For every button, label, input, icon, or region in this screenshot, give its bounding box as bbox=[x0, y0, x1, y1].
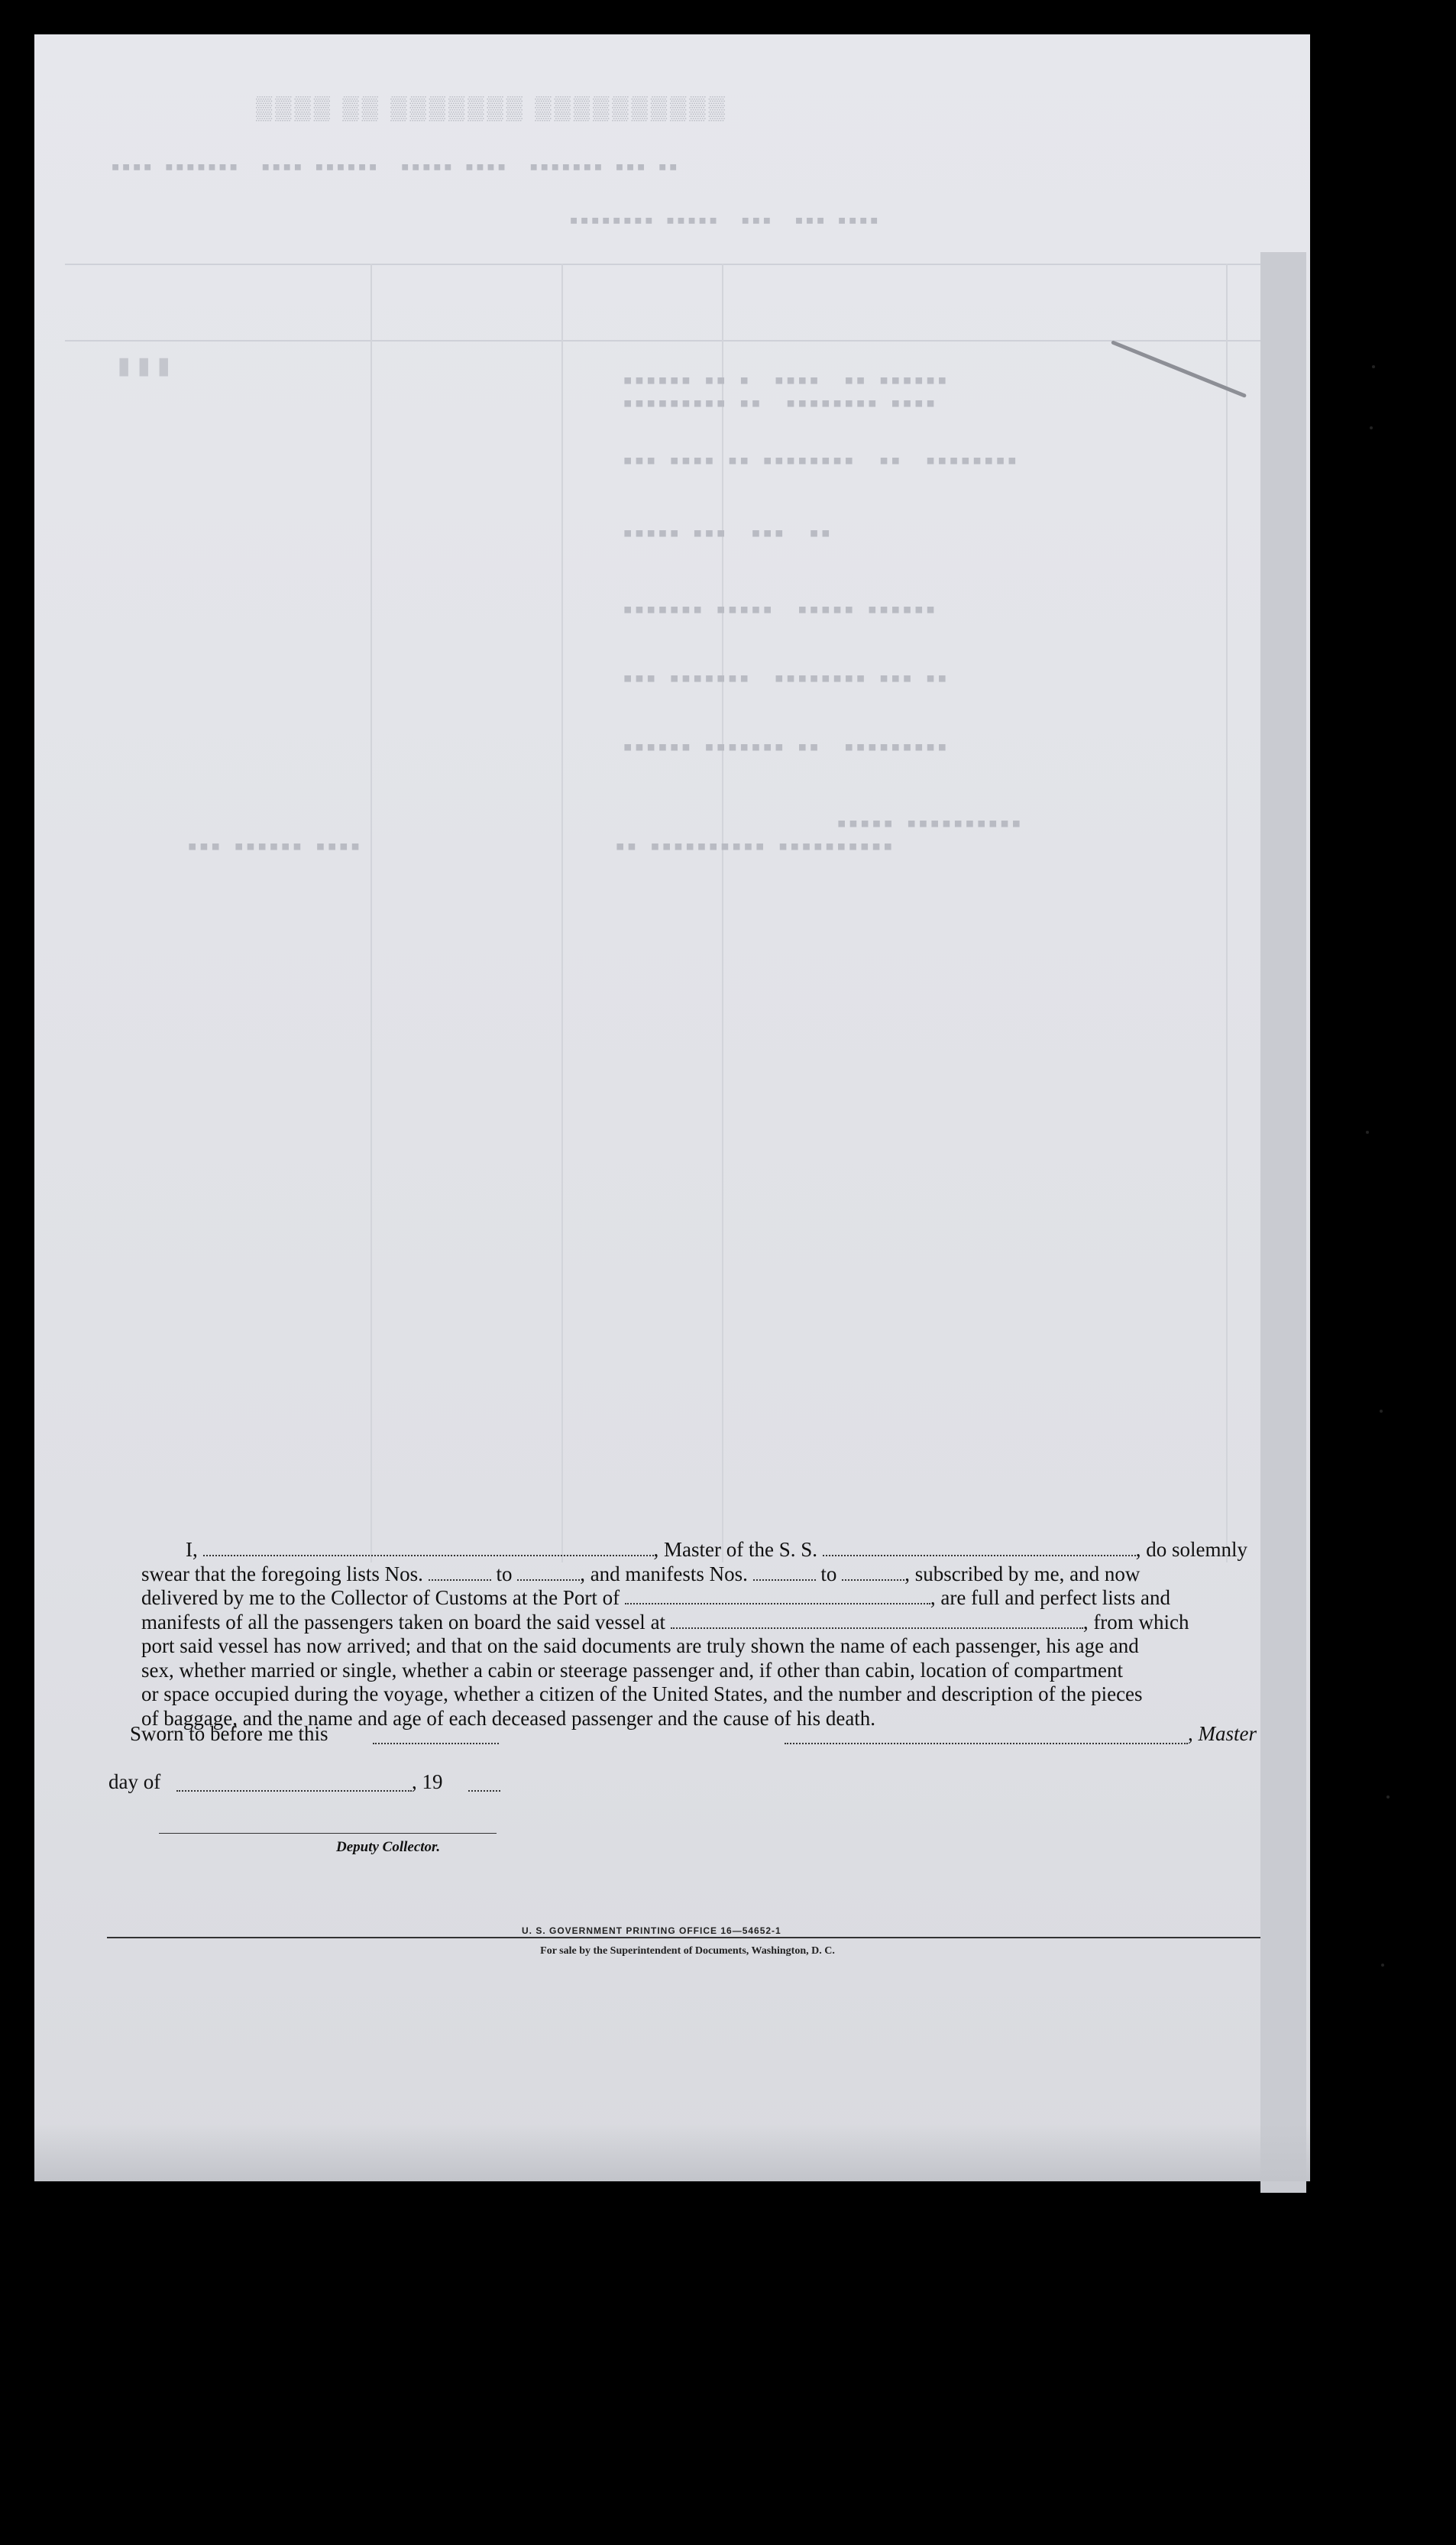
bleed-through-heading: ▒▒▒▒ ▒▒ ▒▒▒▒▒▒▒ ▒▒▒▒▒▒▒▒▒▒ bbox=[256, 96, 728, 121]
binder-hole bbox=[1322, 599, 1361, 639]
oath-text: I, bbox=[186, 1538, 198, 1561]
manifest-to-blank bbox=[842, 1564, 904, 1581]
list-from-blank bbox=[429, 1564, 491, 1581]
bleed-through-rule bbox=[65, 264, 1287, 265]
bleed-through-entry: ▪▪▪▪▪ ▪▪▪ ▪▪▪ ▪▪ bbox=[623, 523, 833, 542]
port-blank bbox=[625, 1588, 930, 1604]
list-to-blank bbox=[517, 1564, 580, 1581]
oath-text: to bbox=[820, 1562, 837, 1585]
oath-line-2 bbox=[141, 1562, 1300, 1587]
bleed-through-entry: ▪▪▪ ▪▪▪▪▪▪▪ ▪▪▪▪▪▪▪▪ ▪▪▪ ▪▪ bbox=[623, 669, 949, 688]
bleed-through-rule bbox=[65, 340, 1287, 342]
dust-speck bbox=[1386, 1795, 1390, 1799]
day-of-blank bbox=[176, 1789, 412, 1792]
oath-text: , subscribed by me, and now bbox=[904, 1562, 1141, 1585]
sworn-date-blank bbox=[373, 1741, 499, 1744]
binder-hole bbox=[1325, 731, 1365, 771]
dust-speck bbox=[1380, 1410, 1383, 1413]
sworn-label: Sworn to before me this bbox=[130, 1722, 328, 1745]
oath-line-6: sex, whether married or single, whether a cabin or steerage passenger and, if other than cabin, location of compartment bbox=[141, 1658, 1124, 1682]
binder-hole bbox=[1339, 1582, 1379, 1621]
document-sheet bbox=[34, 34, 1310, 2181]
bleed-through-entry: ▪▪▪▪▪▪ ▪▪▪▪▪▪▪ ▪▪ ▪▪▪▪▪▪▪▪▪ bbox=[623, 737, 949, 756]
oath-text: , and manifests Nos. bbox=[580, 1562, 748, 1585]
bleed-through-entry: ▪▪ ▪▪▪▪▪▪▪▪▪▪ ▪▪▪▪▪▪▪▪▪▪ bbox=[615, 837, 895, 856]
oath-text: swear that the foregoing lists Nos. bbox=[141, 1562, 423, 1585]
oath-line-3 bbox=[141, 1586, 1300, 1611]
ship-name-blank bbox=[823, 1540, 1136, 1556]
binder-hole bbox=[1339, 1961, 1379, 2000]
oath-line-4 bbox=[141, 1611, 1300, 1635]
bleed-through-entry: ▪▪▪▪▪▪ ▪▪ ▪ ▪▪▪▪ ▪▪ ▪▪▪▪▪▪ bbox=[623, 371, 949, 390]
bleed-through-column bbox=[561, 264, 563, 1562]
bleed-through-line: ▪▪▪▪ ▪▪▪▪▪▪▪ ▪▪▪▪ ▪▪▪▪▪▪ ▪▪▪▪▪ ▪▪▪▪ ▪▪▪▪▪▪▪ ▪▪▪ ▪▪ bbox=[111, 157, 680, 175]
bleed-through-column bbox=[1226, 264, 1228, 1562]
oath-text: , Master of the S. S. bbox=[653, 1538, 817, 1561]
oath-text: to bbox=[496, 1562, 513, 1585]
bleed-through-entry: ▪▪▪▪▪ ▪▪▪▪▪▪▪▪▪▪ bbox=[836, 814, 1023, 833]
dust-speck bbox=[1366, 1131, 1369, 1134]
binder-hole bbox=[1339, 2087, 1379, 2126]
binder-hole bbox=[1351, 1663, 1390, 1702]
oath-text: , from which bbox=[1082, 1610, 1189, 1634]
deputy-signature-line bbox=[159, 1831, 497, 1834]
bleed-through-entry: ▪▪▪▪▪▪▪ ▪▪▪▪▪ ▪▪▪▪▪ ▪▪▪▪▪▪ bbox=[623, 600, 937, 619]
bleed-through-column bbox=[370, 264, 372, 1562]
page-edge-shadow bbox=[1260, 252, 1306, 2193]
year-label: , 19 bbox=[412, 1770, 443, 1793]
manifest-from-blank bbox=[753, 1564, 816, 1581]
binder-hole bbox=[1322, 89, 1361, 128]
bleed-through-line: ▪▪▪▪▪▪▪▪ ▪▪▪▪▪ ▪▪▪ ▪▪▪ ▪▪▪▪ bbox=[569, 210, 881, 228]
oath-line-5: port said vessel has now arrived; and that on the said documents are truly shown the name of each passenger, his age and bbox=[141, 1634, 1139, 1657]
printing-office-imprint: U. S. GOVERNMENT PRINTING OFFICE 16—54652-1 bbox=[522, 1925, 781, 1936]
footer-rule bbox=[107, 1937, 1268, 1938]
oath-line-1 bbox=[141, 1538, 1300, 1562]
sale-notice: For sale by the Superintendent of Documents, Washington, D. C. bbox=[540, 1945, 835, 1957]
binder-hole bbox=[1331, 1453, 1371, 1493]
bleed-through-entry: ▪▪▪ ▪▪▪▪▪▪ ▪▪▪▪ bbox=[187, 837, 362, 856]
oath-paragraph bbox=[141, 1538, 1300, 1731]
master-signature-line bbox=[785, 1741, 1188, 1744]
dust-speck bbox=[1372, 365, 1375, 368]
master-label: , Master bbox=[1188, 1722, 1257, 1745]
day-of-label: day of bbox=[108, 1770, 161, 1793]
bleed-through-entry: ▪▪▪ ▪▪▪▪ ▪▪ ▪▪▪▪▪▪▪▪ ▪▪ ▪▪▪▪▪▪▪▪ bbox=[623, 451, 1019, 470]
oath-text: , are full and perfect lists and bbox=[930, 1586, 1171, 1609]
dust-speck bbox=[1370, 426, 1373, 429]
oath-line-7: or space occupied during the voyage, whether a citizen of the United States, and the number and description of the pieces bbox=[141, 1682, 1143, 1705]
bleed-through-entry: ▮▮▮ bbox=[115, 348, 175, 383]
departure-port-blank bbox=[671, 1612, 1083, 1629]
binder-hole bbox=[1322, 216, 1361, 256]
page-bottom-shadow bbox=[34, 2124, 1310, 2181]
oath-line-8: of baggage, and the name and age of each deceased passenger and the cause of his death. bbox=[141, 1706, 876, 1730]
binder-hole bbox=[1344, 513, 1384, 553]
master-name-blank bbox=[203, 1540, 654, 1556]
bleed-through-entry: ▪▪▪▪▪▪▪▪▪ ▪▪ ▪▪▪▪▪▪▪▪ ▪▪▪▪ bbox=[623, 393, 937, 413]
dust-speck bbox=[1381, 1964, 1384, 1967]
oath-text: manifests of all the passengers taken on board the said vessel at bbox=[141, 1610, 666, 1634]
deputy-collector-label: Deputy Collector. bbox=[336, 1839, 441, 1855]
oath-text: delivered by me to the Collector of Customs at the Port of bbox=[141, 1586, 620, 1609]
year-blank bbox=[468, 1789, 500, 1792]
oath-text: , do solemnly bbox=[1135, 1538, 1247, 1561]
